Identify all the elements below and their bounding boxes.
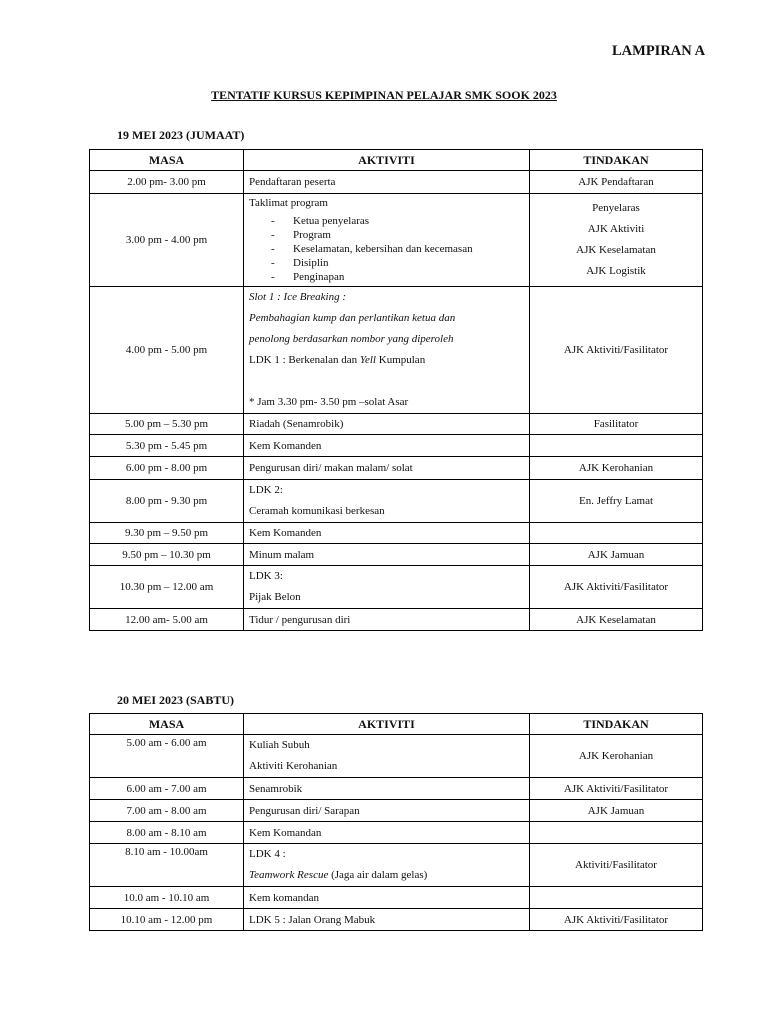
cell-tindakan: Fasilitator [530, 414, 703, 435]
cell-tindakan: AJK Pendaftaran [530, 171, 703, 194]
cell-tindakan: AJK Keselamatan [530, 609, 703, 631]
cell-aktiviti [244, 480, 530, 523]
cell-aktiviti: Tidur / pengurusan diri [244, 609, 530, 631]
ldk-italic: Teamwork Rescue [249, 869, 329, 881]
ldk-title: LDK 2: [249, 484, 283, 496]
cell-aktiviti: Kem Komanden [244, 523, 530, 544]
day1-schedule-table [89, 149, 703, 631]
table-header-row [90, 714, 703, 735]
table-row [90, 778, 703, 800]
table-row [90, 844, 703, 887]
cell-tindakan [530, 822, 703, 844]
cell-aktiviti: LDK 5 : Jalan Orang Mabuk [244, 909, 530, 931]
ldk-description: Ceramah komunikasi berkesan [249, 505, 385, 517]
cell-masa: 8.00 pm - 9.30 pm [90, 480, 244, 523]
cell-masa: 5.00 pm – 5.30 pm [90, 414, 244, 435]
cell-tindakan: Aktiviti/Fasilitator [530, 844, 703, 887]
ldk-title: LDK 3: [249, 570, 283, 582]
list-item: - Program [271, 228, 524, 242]
ldk-description: Pijak Belon [249, 591, 301, 603]
cell-tindakan: AJK Aktiviti/Fasilitator [530, 778, 703, 800]
cell-aktiviti: Pengurusan diri/ Sarapan [244, 800, 530, 822]
document-title: TENTATIF KURSUS KEPIMPINAN PELAJAR SMK SOOK 2023 [211, 88, 557, 102]
cell-masa: 6.00 pm - 8.00 pm [90, 457, 244, 480]
cell-aktiviti: Kem komandan [244, 887, 530, 909]
table-row [90, 544, 703, 566]
cell-tindakan: En. Jeffry Lamat [530, 480, 703, 523]
table-row [90, 457, 703, 480]
column-header-tindakan: TINDAKAN [530, 150, 703, 171]
table-row [90, 800, 703, 822]
list-item: - Keselamatan, kebersihan dan kecemasan [271, 242, 524, 256]
aktiviti-list [271, 214, 524, 284]
cell-tindakan: AJK Aktiviti/Fasilitator [530, 566, 703, 609]
cell-aktiviti: Minum malam [244, 544, 530, 566]
cell-tindakan: AJK Kerohanian [530, 735, 703, 778]
ldk-suffix: Kumpulan [376, 354, 426, 366]
column-header-aktiviti: AKTIVITI [244, 150, 530, 171]
prayer-note: * Jam 3.30 pm- 3.50 pm –solat Asar [249, 396, 409, 408]
tindakan-item: Penyelaras [592, 202, 640, 214]
cell-masa: 2.00 pm- 3.00 pm [90, 171, 244, 194]
day1-heading: 19 MEI 2023 (JUMAAT) [117, 128, 245, 142]
cell-aktiviti: Riadah (Senamrobik) [244, 414, 530, 435]
cell-aktiviti [244, 287, 530, 414]
cell-aktiviti: Kem Komandan [244, 822, 530, 844]
cell-masa: 12.00 am- 5.00 am [90, 609, 244, 631]
cell-masa: 9.50 pm – 10.30 pm [90, 544, 244, 566]
cell-tindakan [530, 523, 703, 544]
cell-masa: 9.30 pm – 9.50 pm [90, 523, 244, 544]
table-row [90, 435, 703, 457]
cell-tindakan [530, 194, 703, 287]
column-header-tindakan: TINDAKAN [530, 714, 703, 735]
cell-masa: 10.10 am - 12.00 pm [90, 909, 244, 931]
tindakan-item: AJK Logistik [586, 265, 646, 277]
cell-masa: 3.00 pm - 4.00 pm [90, 194, 244, 287]
cell-masa: 4.00 pm - 5.00 pm [90, 287, 244, 414]
ldk-title: LDK 4 : [249, 848, 286, 860]
cell-aktiviti: Pendaftaran peserta [244, 171, 530, 194]
table-header-row [90, 150, 703, 171]
slot-description: Pembahagian kump dan perlantikan ketua dan [249, 312, 456, 324]
day2-heading: 20 MEI 2023 (SABTU) [117, 693, 235, 707]
cell-masa: 7.00 am - 8.00 am [90, 800, 244, 822]
cell-aktiviti: Kem Komanden [244, 435, 530, 457]
cell-aktiviti [244, 194, 530, 287]
cell-aktiviti: Senamrobik [244, 778, 530, 800]
ldk-description [249, 865, 524, 886]
table-row [90, 609, 703, 631]
aktiviti-line: Aktiviti Kerohanian [249, 760, 338, 772]
aktiviti-line: Kuliah Subuh [249, 739, 310, 751]
cell-tindakan: AJK Aktiviti/Fasilitator [530, 909, 703, 931]
cell-tindakan: AJK Kerohanian [530, 457, 703, 480]
table-row [90, 887, 703, 909]
list-item: - Ketua penyelaras [271, 214, 524, 228]
cell-masa: 5.30 pm - 5.45 pm [90, 435, 244, 457]
column-header-aktiviti: AKTIVITI [244, 714, 530, 735]
table-row [90, 414, 703, 435]
cell-masa: 8.00 am - 8.10 am [90, 822, 244, 844]
table-row [90, 171, 703, 194]
ldk-italic: Yell [359, 354, 376, 366]
tindakan-item: AJK Keselamatan [576, 244, 656, 256]
cell-tindakan [530, 887, 703, 909]
column-header-masa: MASA [90, 150, 244, 171]
cell-masa: 6.00 am - 7.00 am [90, 778, 244, 800]
ldk-suffix: (Jaga air dalam gelas) [328, 869, 428, 881]
cell-aktiviti [244, 844, 530, 887]
ldk-line [249, 350, 524, 371]
cell-masa: 5.00 am - 6.00 am [90, 735, 244, 778]
list-item: - Disiplin [271, 256, 524, 270]
cell-aktiviti: Pengurusan diri/ makan malam/ solat [244, 457, 530, 480]
ldk-prefix: LDK 1 : Berkenalan dan [249, 354, 360, 366]
column-header-masa: MASA [90, 714, 244, 735]
cell-aktiviti [244, 735, 530, 778]
table-row [90, 287, 703, 414]
cell-tindakan: AJK Jamuan [530, 800, 703, 822]
slot-title: Slot 1 : Ice Breaking : [249, 291, 347, 303]
cell-masa: 8.10 am - 10.00am [90, 844, 244, 887]
table-row [90, 566, 703, 609]
aktiviti-title: Taklimat program [249, 197, 328, 209]
table-row [90, 822, 703, 844]
cell-tindakan: AJK Jamuan [530, 544, 703, 566]
table-row [90, 480, 703, 523]
cell-aktiviti [244, 566, 530, 609]
day2-schedule-table [89, 713, 703, 931]
tindakan-item: AJK Aktiviti [587, 223, 645, 235]
list-item: - Penginapan [271, 270, 524, 284]
cell-tindakan: AJK Aktiviti/Fasilitator [530, 287, 703, 414]
appendix-label: LAMPIRAN A [612, 43, 706, 59]
table-row [90, 909, 703, 931]
slot-description: penolong berdasarkan nombor yang diperoleh [249, 333, 454, 345]
table-row [90, 523, 703, 544]
table-row [90, 735, 703, 778]
cell-masa: 10.30 pm – 12.00 am [90, 566, 244, 609]
cell-tindakan [530, 435, 703, 457]
cell-masa: 10.0 am - 10.10 am [90, 887, 244, 909]
table-row [90, 194, 703, 287]
